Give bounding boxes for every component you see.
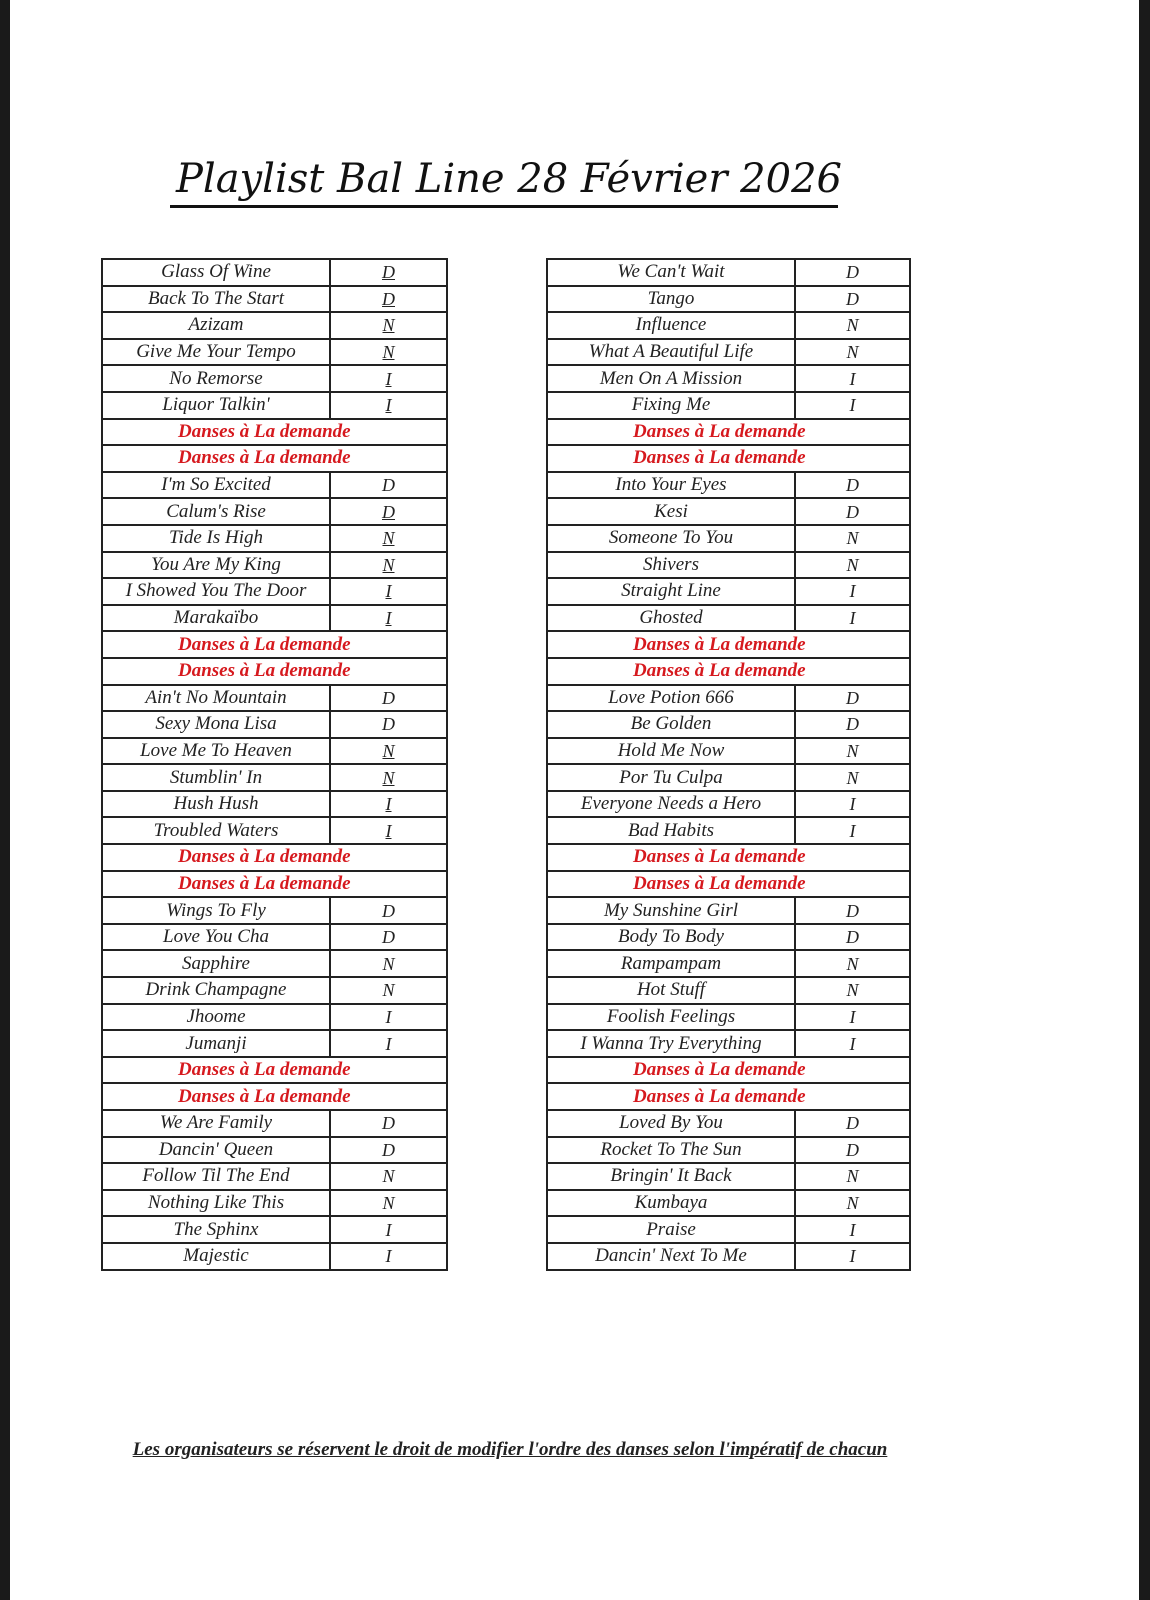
song-row [102, 897, 447, 924]
song-row [102, 259, 447, 286]
song-row [547, 924, 910, 951]
level-code [330, 950, 447, 977]
song-row [547, 1243, 910, 1270]
level-code-text: N [846, 740, 859, 761]
song-row [547, 552, 910, 579]
song-row [547, 339, 910, 366]
song-title: Into Your Eyes [547, 472, 795, 499]
level-code-text: I [385, 581, 392, 602]
level-code [795, 392, 910, 419]
level-code [795, 685, 910, 712]
song-row [102, 392, 447, 419]
song-title: Jhoome [102, 1004, 330, 1031]
level-code-text: I [385, 820, 392, 841]
level-code-text: N [846, 342, 859, 363]
level-code-text: D [846, 927, 859, 948]
song-row [102, 365, 447, 392]
level-code-text: I [385, 1246, 392, 1267]
demande-label: Danses à La demande [102, 631, 447, 658]
level-code-text: N [846, 528, 859, 549]
level-code-text: N [382, 953, 395, 974]
song-title: Shivers [547, 552, 795, 579]
level-code-text: D [846, 475, 859, 496]
level-code [795, 817, 910, 844]
song-row [547, 1190, 910, 1217]
song-title: Marakaïbo [102, 605, 330, 632]
song-row [547, 950, 910, 977]
song-row [547, 897, 910, 924]
song-title: Bad Habits [547, 817, 795, 844]
level-code-text: I [849, 608, 856, 629]
level-code [795, 977, 910, 1004]
song-row [547, 286, 910, 313]
level-code-text: N [846, 980, 859, 1001]
level-code [330, 1163, 447, 1190]
demande-label: Danses à La demande [102, 844, 447, 871]
song-title: Stumblin' In [102, 764, 330, 791]
song-row [102, 525, 447, 552]
song-row [547, 605, 910, 632]
level-code-text: N [846, 315, 859, 336]
level-code [330, 259, 447, 286]
level-code-text: I [385, 794, 392, 815]
demande-row [102, 1057, 447, 1084]
level-code-text: I [385, 395, 392, 416]
level-code-text: D [846, 1113, 859, 1134]
page-title: Playlist Bal Line 28 Février 2026 [170, 150, 838, 208]
demande-row [102, 631, 447, 658]
song-title: Liquor Talkin' [102, 392, 330, 419]
level-code [795, 472, 910, 499]
level-code-text: D [382, 501, 395, 522]
demande-row [547, 658, 910, 685]
song-row [547, 392, 910, 419]
demande-label: Danses à La demande [102, 871, 447, 898]
level-code-text: N [846, 953, 859, 974]
demande-label: Danses à La demande [102, 1057, 447, 1084]
song-title: Majestic [102, 1243, 330, 1270]
demande-row [102, 445, 447, 472]
song-row [102, 950, 447, 977]
song-title: Sapphire [102, 950, 330, 977]
song-title: Kumbaya [547, 1190, 795, 1217]
level-code-text: D [382, 687, 395, 708]
song-row [102, 498, 447, 525]
song-title: Kesi [547, 498, 795, 525]
level-code [330, 339, 447, 366]
demande-label: Danses à La demande [102, 419, 447, 446]
level-code [330, 1216, 447, 1243]
level-code [795, 711, 910, 738]
demande-label: Danses à La demande [102, 445, 447, 472]
level-code-text: N [846, 1166, 859, 1187]
song-row [547, 1004, 910, 1031]
song-row [102, 472, 447, 499]
level-code-text: D [846, 288, 859, 309]
level-code [330, 1243, 447, 1270]
song-title: Give Me Your Tempo [102, 339, 330, 366]
level-code [330, 711, 447, 738]
level-code [795, 897, 910, 924]
song-title: Sexy Mona Lisa [102, 711, 330, 738]
song-title: Straight Line [547, 578, 795, 605]
demande-label: Danses à La demande [547, 658, 910, 685]
song-title: Foolish Feelings [547, 1004, 795, 1031]
demande-label: Danses à La demande [547, 445, 910, 472]
song-title: Ghosted [547, 605, 795, 632]
level-code-text: I [385, 368, 392, 389]
song-row [102, 1004, 447, 1031]
song-title: What A Beautiful Life [547, 339, 795, 366]
song-title: Tide Is High [102, 525, 330, 552]
song-row [102, 1030, 447, 1057]
song-title: Azizam [102, 312, 330, 339]
song-title: Glass Of Wine [102, 259, 330, 286]
song-row [102, 1243, 447, 1270]
song-row [547, 685, 910, 712]
demande-label: Danses à La demande [102, 1083, 447, 1110]
level-code [330, 552, 447, 579]
level-code [330, 1004, 447, 1031]
song-title: Be Golden [547, 711, 795, 738]
song-title: Ain't No Mountain [102, 685, 330, 712]
level-code [330, 578, 447, 605]
level-code-text: I [849, 1219, 856, 1240]
song-row [102, 791, 447, 818]
level-code-text: I [849, 1033, 856, 1054]
demande-label: Danses à La demande [102, 658, 447, 685]
level-code [795, 605, 910, 632]
level-code-text: N [382, 342, 395, 363]
song-row [102, 552, 447, 579]
level-code [795, 578, 910, 605]
demande-row [547, 631, 910, 658]
level-code [795, 1190, 910, 1217]
level-code-text: N [846, 767, 859, 788]
demande-row [547, 1057, 910, 1084]
song-title: My Sunshine Girl [547, 897, 795, 924]
level-code [795, 764, 910, 791]
song-title: Follow Til The End [102, 1163, 330, 1190]
level-code [795, 312, 910, 339]
level-code-text: N [382, 740, 395, 761]
level-code-text: N [382, 767, 395, 788]
song-row [547, 312, 910, 339]
song-title: Tango [547, 286, 795, 313]
level-code-text: D [382, 475, 395, 496]
demande-row [102, 871, 447, 898]
song-row [102, 605, 447, 632]
song-row [547, 791, 910, 818]
level-code [330, 605, 447, 632]
level-code-text: D [382, 1139, 395, 1160]
level-code [795, 738, 910, 765]
level-code [795, 498, 910, 525]
level-code-text: N [382, 980, 395, 1001]
level-code [795, 791, 910, 818]
level-code [330, 977, 447, 1004]
song-title: Rocket To The Sun [547, 1137, 795, 1164]
level-code [330, 1110, 447, 1137]
song-row [102, 1110, 447, 1137]
song-title: Hot Stuff [547, 977, 795, 1004]
demande-row [547, 844, 910, 871]
level-code [330, 738, 447, 765]
level-code-text: D [846, 687, 859, 708]
level-code [330, 365, 447, 392]
level-code [795, 259, 910, 286]
song-row [102, 685, 447, 712]
song-row [547, 764, 910, 791]
demande-label: Danses à La demande [547, 1057, 910, 1084]
left-page-edge [0, 0, 10, 1600]
song-row [547, 1163, 910, 1190]
song-row [102, 924, 447, 951]
level-code-text: N [382, 1166, 395, 1187]
song-row [547, 1137, 910, 1164]
level-code [330, 312, 447, 339]
level-code [795, 924, 910, 951]
demande-row [547, 871, 910, 898]
song-title: I'm So Excited [102, 472, 330, 499]
song-title: Fixing Me [547, 392, 795, 419]
song-row [102, 1216, 447, 1243]
demande-label: Danses à La demande [547, 844, 910, 871]
song-row [102, 339, 447, 366]
song-title: Dancin' Queen [102, 1137, 330, 1164]
level-code [330, 1030, 447, 1057]
level-code [795, 1030, 910, 1057]
level-code-text: I [849, 1246, 856, 1267]
song-row [102, 711, 447, 738]
demande-label: Danses à La demande [547, 419, 910, 446]
song-row [547, 578, 910, 605]
song-title: Hush Hush [102, 791, 330, 818]
song-title: Jumanji [102, 1030, 330, 1057]
song-title: Love Me To Heaven [102, 738, 330, 765]
song-title: Men On A Mission [547, 365, 795, 392]
song-title: Dancin' Next To Me [547, 1243, 795, 1270]
level-code-text: D [846, 900, 859, 921]
level-code-text: I [849, 1006, 856, 1027]
song-row [102, 817, 447, 844]
level-code-text: D [382, 262, 395, 283]
level-code [330, 791, 447, 818]
level-code [330, 525, 447, 552]
level-code-text: N [382, 528, 395, 549]
song-title: I Wanna Try Everything [547, 1030, 795, 1057]
level-code-text: I [849, 368, 856, 389]
level-code-text: I [849, 820, 856, 841]
level-code [330, 924, 447, 951]
level-code-text: N [846, 554, 859, 575]
playlist-table-left [101, 258, 448, 1271]
level-code-text: I [849, 581, 856, 602]
level-code [330, 286, 447, 313]
level-code-text: D [382, 714, 395, 735]
song-row [102, 1137, 447, 1164]
level-code [795, 552, 910, 579]
level-code-text: I [385, 1219, 392, 1240]
demande-row [102, 1083, 447, 1110]
level-code-text: I [385, 1006, 392, 1027]
level-code [795, 1110, 910, 1137]
level-code-text: I [849, 395, 856, 416]
playlist-table-right [546, 258, 911, 1271]
level-code [795, 286, 910, 313]
level-code [330, 817, 447, 844]
song-title: Drink Champagne [102, 977, 330, 1004]
level-code [795, 1163, 910, 1190]
right-page-edge [1139, 0, 1150, 1600]
song-title: Body To Body [547, 924, 795, 951]
song-title: Bringin' It Back [547, 1163, 795, 1190]
demande-row [547, 419, 910, 446]
level-code-text: D [382, 927, 395, 948]
song-row [102, 578, 447, 605]
level-code [795, 339, 910, 366]
level-code [795, 365, 910, 392]
level-code [795, 1216, 910, 1243]
song-row [547, 498, 910, 525]
song-title: I Showed You The Door [102, 578, 330, 605]
demande-row [102, 658, 447, 685]
level-code-text: D [846, 501, 859, 522]
song-title: Hold Me Now [547, 738, 795, 765]
level-code [330, 392, 447, 419]
song-title: Love You Cha [102, 924, 330, 951]
demande-row [547, 445, 910, 472]
song-row [102, 738, 447, 765]
song-row [547, 259, 910, 286]
song-title: Praise [547, 1216, 795, 1243]
song-row [547, 977, 910, 1004]
level-code-text: D [846, 262, 859, 283]
song-row [547, 525, 910, 552]
song-title: Love Potion 666 [547, 685, 795, 712]
level-code-text: D [382, 288, 395, 309]
demande-row [102, 844, 447, 871]
song-title: Nothing Like This [102, 1190, 330, 1217]
level-code [795, 1004, 910, 1031]
song-title: No Remorse [102, 365, 330, 392]
level-code-text: N [382, 315, 395, 336]
song-title: Calum's Rise [102, 498, 330, 525]
level-code-text: D [846, 714, 859, 735]
level-code-text: D [382, 900, 395, 921]
level-code [795, 1137, 910, 1164]
song-title: Back To The Start [102, 286, 330, 313]
footer-note: Les organisateurs se réservent le droit de modifier l'ordre des danses selon l'impératif de chacun [132, 1439, 888, 1460]
song-row [102, 286, 447, 313]
song-row [102, 764, 447, 791]
demande-label: Danses à La demande [547, 1083, 910, 1110]
song-title: Rampampam [547, 950, 795, 977]
song-row [547, 472, 910, 499]
demande-label: Danses à La demande [547, 631, 910, 658]
demande-row [102, 419, 447, 446]
song-row [547, 1110, 910, 1137]
song-title: We Can't Wait [547, 259, 795, 286]
level-code-text: D [382, 1113, 395, 1134]
song-row [102, 1163, 447, 1190]
level-code [330, 685, 447, 712]
level-code-text: N [382, 554, 395, 575]
song-title: We Are Family [102, 1110, 330, 1137]
level-code [795, 950, 910, 977]
song-title: Influence [547, 312, 795, 339]
demande-label: Danses à La demande [547, 871, 910, 898]
song-title: Someone To You [547, 525, 795, 552]
level-code [330, 498, 447, 525]
song-title: Loved By You [547, 1110, 795, 1137]
level-code-text: I [849, 794, 856, 815]
song-row [102, 312, 447, 339]
demande-row [547, 1083, 910, 1110]
song-title: You Are My King [102, 552, 330, 579]
song-row [102, 1190, 447, 1217]
song-title: Troubled Waters [102, 817, 330, 844]
level-code [330, 764, 447, 791]
level-code-text: D [846, 1139, 859, 1160]
song-row [547, 365, 910, 392]
song-title: Wings To Fly [102, 897, 330, 924]
level-code-text: I [385, 1033, 392, 1054]
level-code-text: N [846, 1193, 859, 1214]
song-title: The Sphinx [102, 1216, 330, 1243]
level-code [795, 525, 910, 552]
song-row [547, 1030, 910, 1057]
level-code [795, 1243, 910, 1270]
level-code [330, 897, 447, 924]
song-row [547, 817, 910, 844]
song-row [547, 711, 910, 738]
level-code [330, 1137, 447, 1164]
level-code-text: I [385, 608, 392, 629]
song-title: Everyone Needs a Hero [547, 791, 795, 818]
song-row [547, 1216, 910, 1243]
song-row [102, 977, 447, 1004]
song-row [547, 738, 910, 765]
level-code [330, 1190, 447, 1217]
level-code-text: N [382, 1193, 395, 1214]
song-title: Por Tu Culpa [547, 764, 795, 791]
level-code [330, 472, 447, 499]
